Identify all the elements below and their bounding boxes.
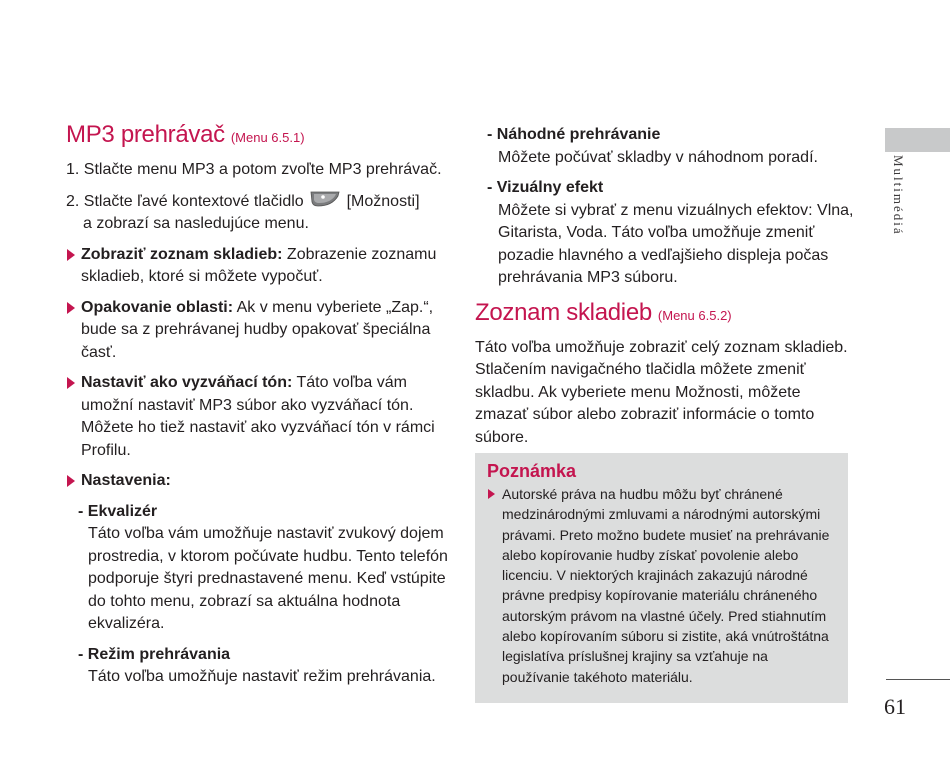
section-title: MP3 prehrávač — [66, 121, 225, 148]
subitem-visual-effect — [475, 177, 855, 290]
step-text: 2. Stlačte ľavé kontextové tlačidlo — [66, 192, 304, 210]
subitem-body: Táto voľba umožňuje nastaviť režim prehrávania. — [88, 668, 436, 685]
section-body: Táto voľba umožňuje zobraziť celý zoznam skladieb. Stlačením navigačného tlačidla môžete zmeniť skladbu. Ak vyberiete menu Možnosti, môžete zmazať súbor alebo zobraziť informácie o tomto súbore. — [475, 338, 848, 446]
bullet-item-settings — [66, 470, 456, 493]
menu-reference: (Menu 6.5.2) — [657, 307, 732, 323]
right-column — [475, 124, 855, 449]
subitem-body: Môžete počúvať skladby v náhodnom poradí. — [498, 148, 818, 166]
section-heading-mp3-player — [66, 120, 456, 153]
subitem-title: - Ekvalizér — [78, 502, 158, 520]
subitem-body: Môžete si vybrať z menu vizuálnych efektov: Vlna, Gitarista, Voda. Táto voľba umožňuje zmeniť pozadie hlavného a vedľajšieho displeja počas prehrávania MP3 súboru. — [498, 201, 854, 286]
options-label: [Možnosti] — [346, 192, 420, 210]
chapter-tab — [885, 128, 950, 152]
step-2 — [66, 190, 456, 236]
note-text: Autorské práva na hudbu môžu byť chránené medzinárodnými zmluvami a národnými autorskými právami. Preto možno budete musieť na prehrávanie alebo kopírovanie hudby získať povolenie alebo licenciu. V niektorých krajinách zakazujú národné právne predpisy kopírovanie materiálu chráneného autorským právom na vlastné účely. Pred stiahnutím alebo kopírovaním súboru si zistite, aká vnútroštátna legislatíva príslušnej krajiny sa vzťahuje na používanie takéhoto materiálu. — [502, 486, 830, 685]
subitem-play-mode — [66, 644, 456, 689]
subitem-title: - Náhodné prehrávanie — [487, 126, 661, 143]
bullet-term: Nastavenia: — [81, 472, 171, 489]
subitem-equalizer — [66, 501, 456, 636]
step-1 — [66, 159, 456, 182]
bullet-text: Zobrazenie zoznamu skladieb, ktoré si môžete vypočuť. — [81, 245, 437, 285]
subitem-body: Táto voľba vám umožňuje nastaviť zvukový dojem prostredia, v ktorom počúvate hudbu. Tento telefón podporuje štyri prednastavené menu. Keď vstúpite do tohto menu, zobrazí sa aktuálna hodnota ekvalizéra. — [88, 525, 448, 632]
bullet-item-set-as-ringtone — [66, 372, 456, 462]
bullet-item-repeat-section — [66, 297, 456, 365]
triangle-bullet-icon — [67, 302, 75, 314]
subitem-title: - Vizuálny efekt — [487, 179, 604, 196]
page-number: 61 — [884, 694, 906, 719]
note-bullet — [487, 484, 836, 687]
triangle-bullet-icon — [488, 489, 495, 499]
triangle-bullet-icon — [67, 377, 75, 389]
chapter-label: Multimédiá — [891, 155, 906, 236]
bullet-text: Ak v menu vyberiete „Zap.“, bude sa z prehrávanej hudby opakovať špeciálna časť. — [81, 298, 434, 361]
bullet-term: Nastaviť ako vyzváňací tón: — [81, 374, 293, 391]
note-title: Poznámka — [487, 461, 577, 481]
triangle-bullet-icon — [67, 249, 75, 261]
bullet-item-show-playlist — [66, 244, 456, 289]
section-heading-playlist — [475, 298, 855, 331]
bullet-term: Opakovanie oblasti: — [81, 298, 234, 316]
note-box — [475, 453, 848, 703]
page-number-rule — [886, 679, 950, 680]
step-text: 1. Stlačte menu MP3 a potom zvoľte MP3 prehrávač. — [66, 161, 442, 178]
subitem-shuffle — [475, 124, 855, 169]
step-text-continued: a zobrazí sa nasledujúce menu. — [83, 215, 309, 232]
menu-reference: (Menu 6.5.1) — [230, 130, 305, 145]
left-softkey-icon — [310, 190, 340, 208]
bullet-text: Táto voľba vám umožní nastaviť MP3 súbor ako vyzváňací tón. Môžete ho tiež nastaviť ako vyzváňací tón v rámci Profilu. — [81, 374, 435, 459]
left-column — [66, 120, 456, 697]
subitem-title: - Režim prehrávania — [78, 645, 231, 663]
section-title: Zoznam skladieb — [475, 298, 652, 326]
triangle-bullet-icon — [67, 475, 75, 487]
bullet-term: Zobraziť zoznam skladieb: — [81, 245, 283, 263]
